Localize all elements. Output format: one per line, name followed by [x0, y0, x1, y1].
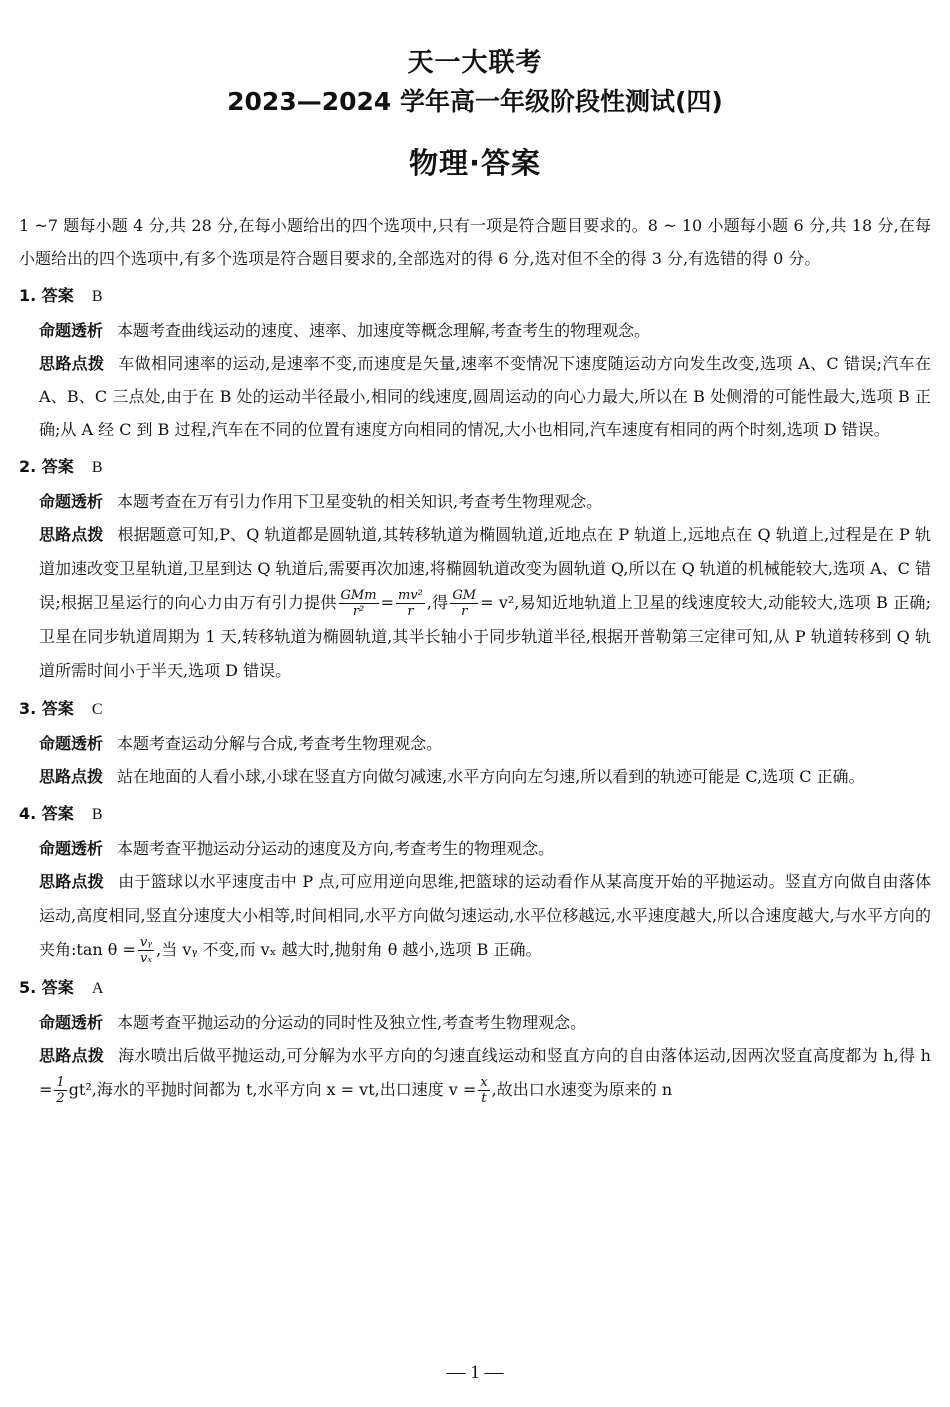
- answer-value: A: [91, 980, 104, 997]
- question-5: [19, 971, 931, 1107]
- formula-fraction: $\frac{GM}{r}$: [452, 588, 477, 619]
- answer-value: B: [91, 459, 103, 476]
- question-header: 2. 答案 B: [19, 457, 103, 476]
- answer-body: [19, 209, 931, 1107]
- formula-fraction: $\frac{1}{2}$: [56, 1075, 65, 1106]
- hint-para: 思路点拨 由于篮球以水平速度击中 P 点,可应用逆向思维,把篮球的运动看作从某高度开始的平抛运动。竖直方向做自由落体运动,高度相同,竖直分速度大小相等,时间相同,水平方向做匀速运动,水平位移越远,水平速度越大,所以合速度越大,与水平方向的夹角:tan θ = $\frac{\text{vᵧ}}{\text{vₓ}}$ ,当 vᵧ 不变,而 vₓ 越大时,抛射角 θ 越小,选项 B 正确。: [39, 872, 931, 966]
- hint-para: 思路点拨 车做相同速率的运动,是速率不变,而速度是矢量,速率不变情况下速度随运动方向发生改变,选项 A、C 错误;汽车在 A、B、C 三点处,由于在 B 处的运动半径最小,相同的线速度,圆周运动的向心力最大,所以在 B 处侧滑的可能性最大,选项 B 正确;从 A 经 C 到 B 过程,汽车在不同的位置有速度方向相同的情况,大小也相同,汽车速度有相同的两个时刻,选项 D 错误。: [39, 354, 931, 439]
- hint-para: 思路点拨 站在地面的人看小球,小球在竖直方向做匀减速,水平方向向左匀速,所以看到的轨迹可能是 C,选项 C 正确。: [39, 767, 865, 786]
- formula-fraction: $\frac{\text{mv²}}{r}$: [397, 588, 423, 619]
- answer-value: B: [91, 288, 103, 305]
- question-1: [19, 279, 931, 446]
- exam-subtitle: 2023—2024 学年高一年级阶段性测试(四): [227, 87, 723, 116]
- analysis-para: 命题透析 本题考查平抛运动分运动的速度及方向,考查考生的物理观念。: [39, 839, 555, 858]
- answer-value: C: [91, 701, 103, 718]
- question-header: 3. 答案 C: [19, 699, 103, 718]
- hint-para: 思路点拨 海水喷出后做平抛运动,可分解为水平方向的匀速直线运动和竖直方向的自由落体运动,因两次竖直高度都为 h,得 h = $\frac{1}{2}$ gt²,海水的平抛时间都为 t,水平方向 x = vt,出口速度 v = $\frac{x}{t}$ ,故出口水速变为原来的 n: [39, 1046, 931, 1106]
- analysis-para: 命题透析 本题考查运动分解与合成,考查考生物理观念。: [39, 734, 443, 753]
- scoring-instructions: 1 ~7 题每小题 4 分,共 28 分,在每小题给出的四个选项中,只有一项是符合题目要求的。8 ~ 10 小题每小题 6 分,共 18 分,在每小题给出的四个选项中,有多个选项是符合题目要求的,全部选对的得 6 分,选对但不全的得 3 分,有选错的得 0 分。: [19, 216, 931, 268]
- question-4: [19, 797, 931, 967]
- answer-value: B: [91, 806, 103, 823]
- formula-fraction: $\frac{\text{GMm}}{\text{r²}}$: [340, 588, 377, 619]
- formula-fraction: $\frac{x}{t}$: [480, 1075, 488, 1106]
- analysis-para: 命题透析 本题考查曲线运动的速度、速率、加速度等概念理解,考查考生的物理观念。: [39, 321, 651, 340]
- question-header: 4. 答案 B: [19, 804, 103, 823]
- hint-para: 思路点拨 根据题意可知,P、Q 轨道都是圆轨道,其转移轨道为椭圆轨道,近地点在 P 轨道上,远地点在 Q 轨道上,过程是在 P 轨道加速改变卫星轨道,卫星到达 Q 轨道后,需要再次加速,将椭圆轨道改变为圆轨道 Q,所以在 Q 轨道的机械能较大,选项 A、C 错误;根据卫星运行的向心力由万有引力提供 $\frac{\text{GMm}}{\text{r²}}$ = $\frac{\text{mv²}}{r}$ ,得 $\frac{GM}{r}$ = v²,易知近地轨道上卫星的线速度较大,动能较大,选项 B 正确;卫星在同步轨道周期为 1 天,转移轨道为椭圆轨道,其半长轴小于同步轨道半径,根据开普勒第三定律可知,从 P 轨道转移到 Q 轨道所需时间小于半天,选项 D 错误。: [39, 525, 931, 680]
- question-2: [19, 450, 931, 688]
- exam-title: 天一大联考: [407, 48, 543, 78]
- question-header: 5. 答案 A: [19, 978, 104, 997]
- analysis-para: 命题透析 本题考查在万有引力作用下卫星变轨的相关知识,考查考生物理观念。: [39, 492, 603, 511]
- subject-title: 物理·答案: [408, 146, 542, 180]
- formula-fraction: $\frac{\text{vᵧ}}{\text{vₓ}}$: [139, 935, 153, 966]
- analysis-para: 命题透析 本题考查平抛运动的分运动的同时性及独立性,考查考生物理观念。: [39, 1013, 587, 1032]
- page-number: — 1 —: [446, 1362, 504, 1383]
- question-3: [19, 692, 931, 793]
- question-header: 1. 答案 B: [19, 286, 103, 305]
